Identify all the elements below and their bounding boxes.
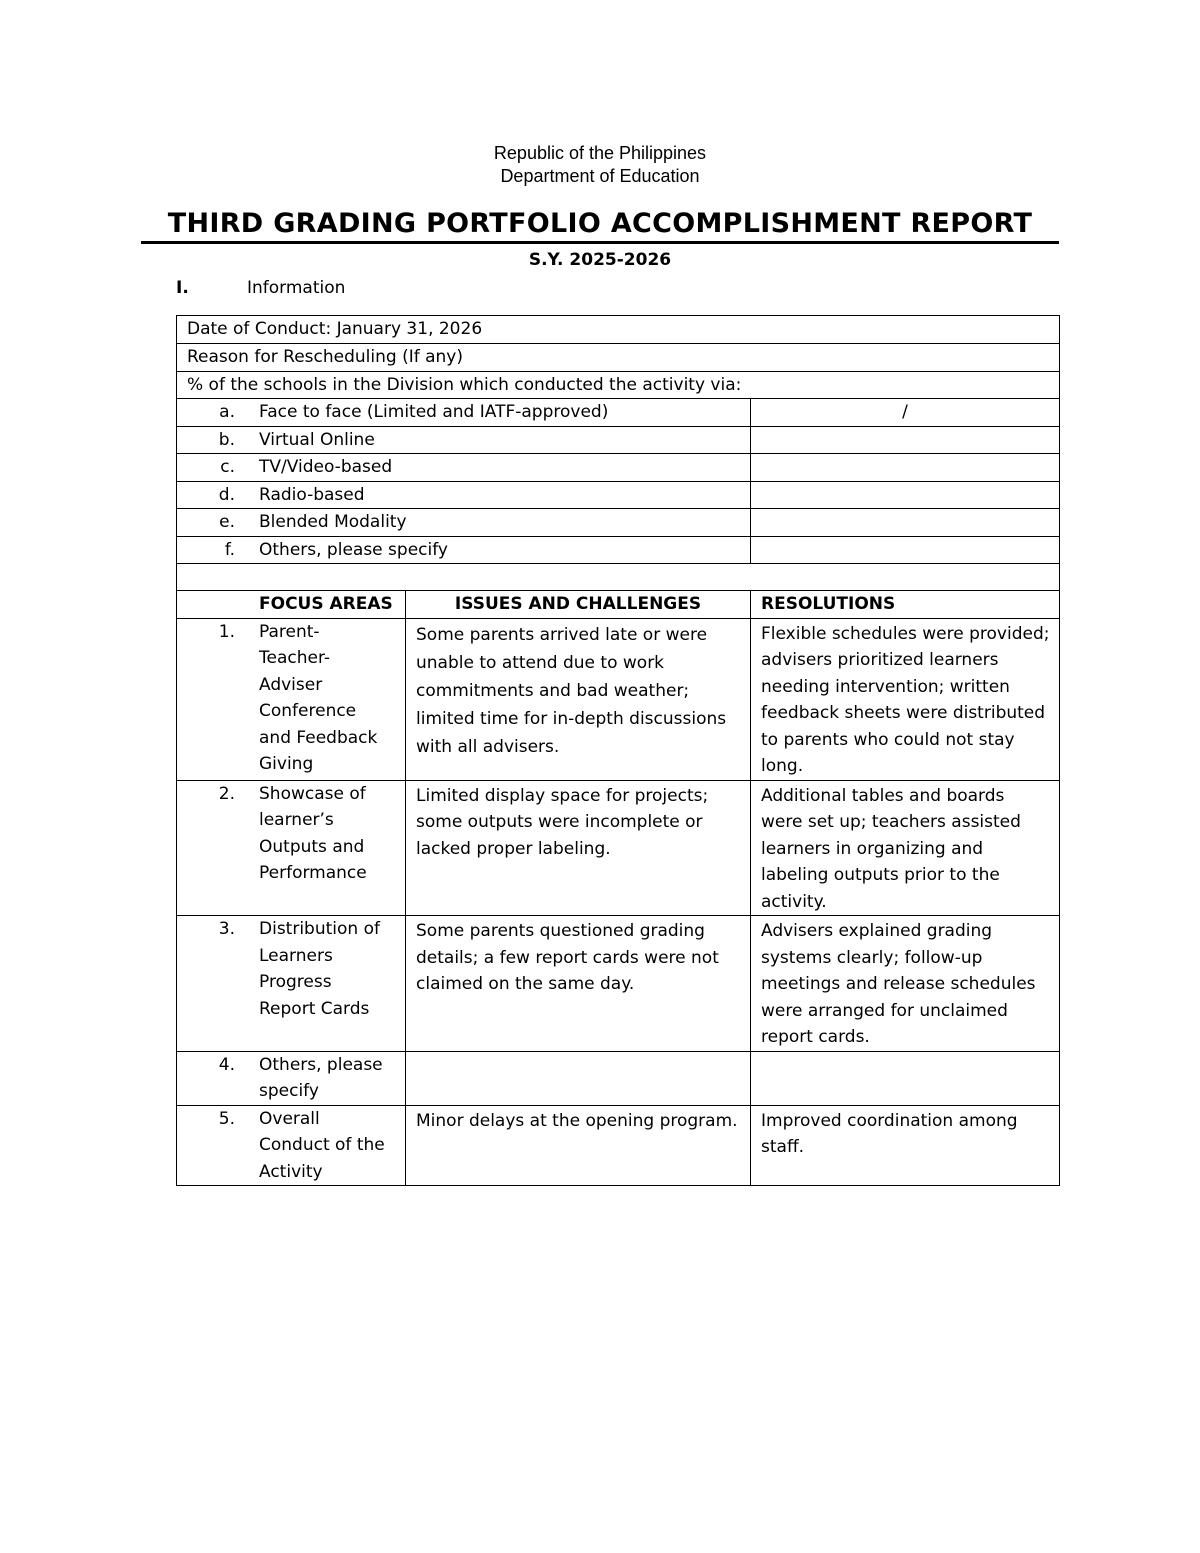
modality-label: Face to face (Limited and IATF-approved) — [259, 402, 609, 422]
modality-label: Virtual Online — [259, 429, 375, 450]
header-department: Department of Education — [500, 166, 700, 186]
focus-areas-header: FOCUS AREAS — [259, 594, 393, 614]
school-year: S.Y. 2025-2026 — [528, 250, 672, 270]
focus-number: 2. — [218, 783, 235, 804]
focus-area: Showcase of learner’s Outputs and Performance — [259, 783, 367, 883]
issues-text — [406, 1052, 750, 1054]
report-title: THIRD GRADING PORTFOLIO ACCOMPLISHMENT REPORT — [167, 208, 1033, 239]
resolutions-header: RESOLUTIONS — [751, 591, 1060, 619]
focus-area: Overall Conduct of the Activity — [259, 1108, 385, 1182]
percent-schools-label: % of the schools in the Division which conducted the activity via: — [177, 371, 1060, 399]
date-of-conduct: Date of Conduct: January 31, 2026 — [177, 316, 1060, 344]
modality-row — [177, 509, 1060, 537]
resolutions-text: Improved coordination among staff. — [761, 1110, 1018, 1157]
focus-row — [177, 618, 1060, 780]
resolutions-text: Additional tables and boards were set up; teachers assisted learners in organizing and labeling outputs prior to the activity. — [761, 785, 1021, 912]
modality-letter: a. — [219, 402, 235, 422]
reason-for-rescheduling: Reason for Rescheduling (If any) — [177, 344, 1060, 372]
modality-row — [177, 454, 1060, 482]
modality-row — [177, 481, 1060, 509]
focus-number: 3. — [218, 919, 235, 939]
issues-text: Some parents arrived late or were unable to attend due to work commitments and bad weather; limited time for in-depth discussions with all advisers. — [416, 624, 727, 757]
issues-header: ISSUES AND CHALLENGES — [406, 591, 751, 619]
modality-letter: c. — [220, 457, 235, 477]
modality-letter: d. — [218, 484, 235, 505]
focus-area: Parent-Teacher-Adviser Conference and Feedback Giving — [259, 621, 378, 774]
modality-label: TV/Video-based — [259, 457, 393, 477]
modality-label: Blended Modality — [259, 512, 407, 532]
modality-row — [177, 399, 1060, 427]
focus-area: Others, please specify — [259, 1054, 383, 1101]
focus-row — [177, 780, 1060, 916]
resolutions-text — [751, 1052, 1059, 1054]
focus-number: 4. — [218, 1054, 235, 1075]
focus-header-row — [177, 591, 1060, 619]
section-number: I. — [176, 278, 189, 298]
resolutions-text: Advisers explained grading systems clearly; follow-up meetings and release schedules were arranged for unclaimed report cards. — [761, 921, 1036, 1047]
report-table — [176, 315, 1060, 1186]
title-underline — [141, 241, 1059, 244]
modality-value — [751, 536, 1060, 564]
issues-text: Limited display space for projects; some outputs were incomplete or lacked proper labeling. — [416, 785, 709, 859]
focus-number: 5. — [218, 1108, 235, 1129]
modality-label: Radio-based — [259, 484, 365, 505]
issues-text: Some parents questioned grading details; a few report cards were not claimed on the same day. — [416, 921, 719, 994]
resolutions-text: Flexible schedules were provided; advisers prioritized learners needing intervention; written feedback sheets were distributed to parents who could not stay long. — [761, 623, 1050, 776]
modality-label: Others, please specify — [259, 539, 448, 560]
modality-row — [177, 426, 1060, 454]
focus-row — [177, 916, 1060, 1052]
focus-area: Distribution of Learners Progress Report Cards — [259, 919, 380, 1019]
section-label: Information — [247, 278, 346, 298]
spacer-row — [177, 564, 1060, 591]
modality-value — [751, 509, 1060, 537]
modality-letter: e. — [219, 512, 235, 532]
modality-letter: f. — [224, 539, 235, 560]
modality-value — [751, 426, 1060, 454]
modality-value: / — [751, 399, 1060, 427]
modality-row — [177, 536, 1060, 564]
focus-number: 1. — [218, 621, 235, 642]
modality-value — [751, 454, 1060, 482]
issues-text: Minor delays at the opening program. — [416, 1110, 738, 1131]
modality-letter: b. — [218, 429, 235, 450]
header-republic: Republic of the Philippines — [493, 143, 707, 163]
modality-value — [751, 481, 1060, 509]
focus-row — [177, 1105, 1060, 1186]
focus-row — [177, 1051, 1060, 1105]
